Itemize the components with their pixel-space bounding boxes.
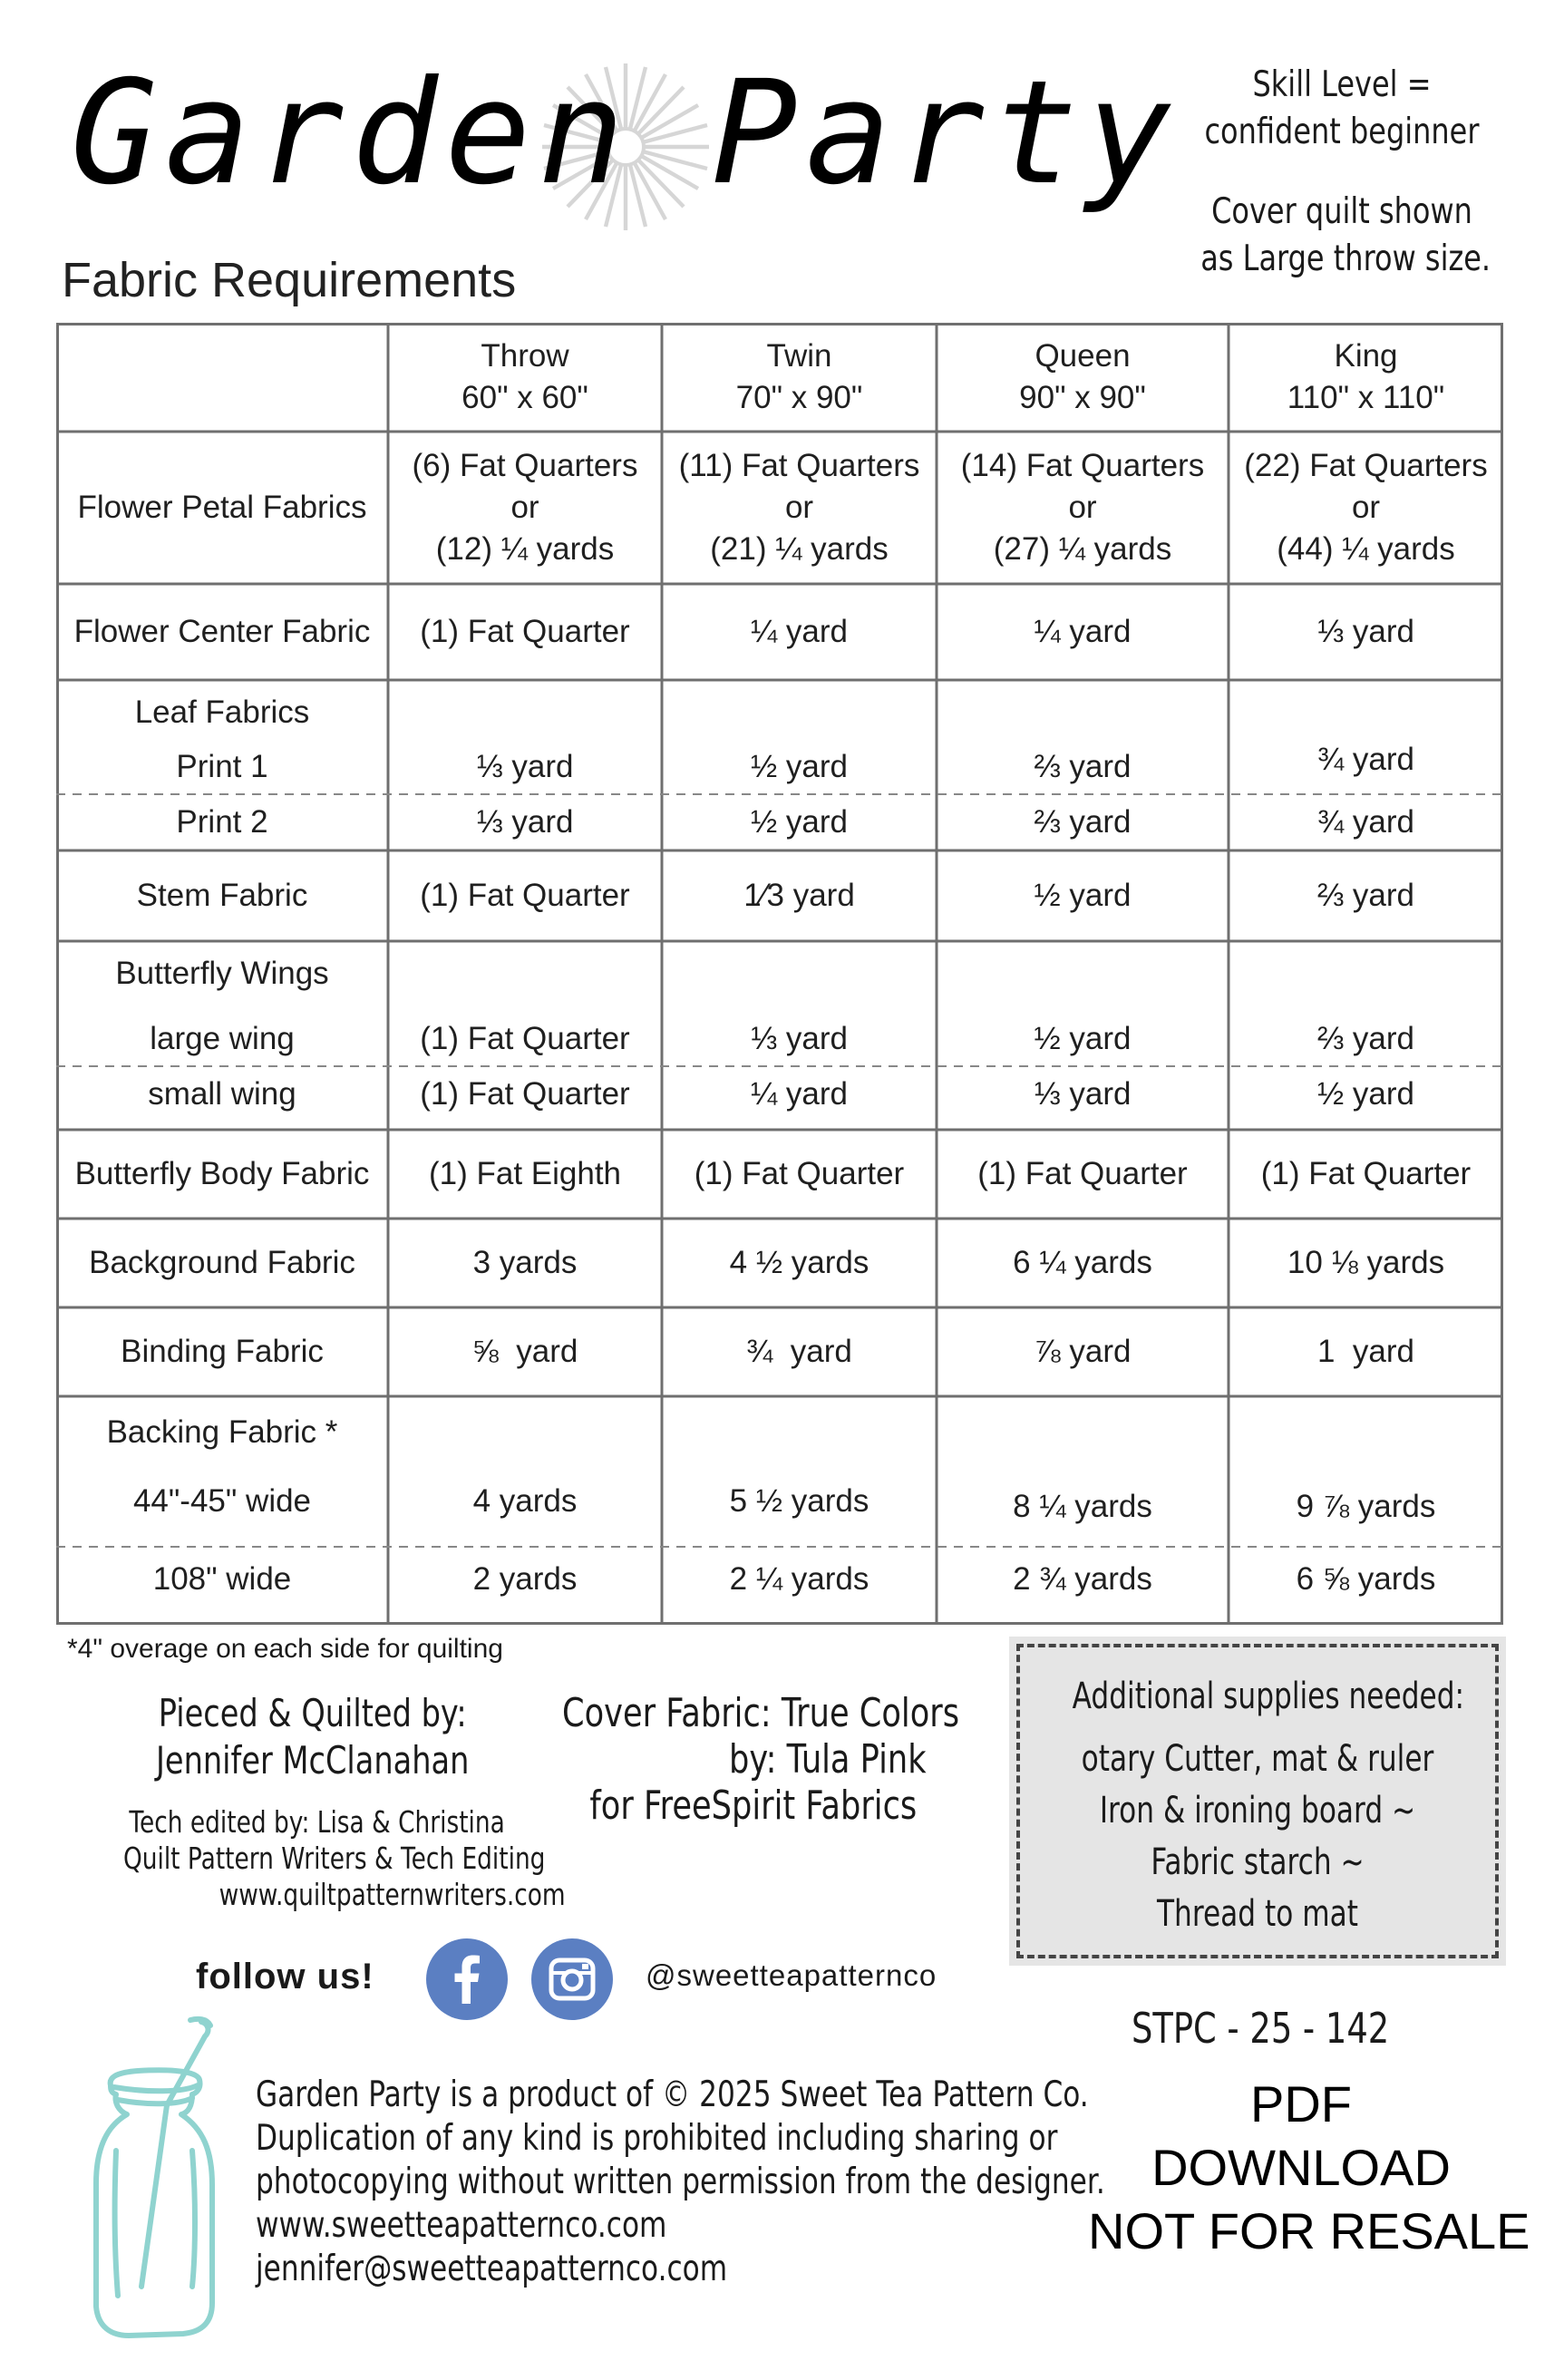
pieced-line-2: Jennifer McClanahan xyxy=(156,1738,470,1783)
wings-large-queen: ½ yard xyxy=(1034,1021,1132,1056)
wings-small-label: small wing xyxy=(148,1076,296,1112)
supply-item: otary Cutter, mat & ruler xyxy=(1081,1738,1434,1780)
backing-44-king: 9 ⅞ yards xyxy=(1296,1489,1436,1524)
body-king: (1) Fat Quarter xyxy=(1260,1156,1472,1191)
section-heading: Fabric Requirements xyxy=(62,253,517,307)
binding-king: 1 yard xyxy=(1317,1334,1414,1369)
copyright-notice xyxy=(256,2074,1105,2291)
size-header-twin xyxy=(662,323,937,432)
body-twin: (1) Fat Quarter xyxy=(694,1156,905,1191)
supply-item: Fabric starch ~ xyxy=(1151,1841,1365,1883)
tech-edited xyxy=(123,1804,566,1913)
background-throw: 3 yards xyxy=(472,1245,578,1280)
instagram-icon[interactable] xyxy=(531,1938,613,2020)
wings-small-queen: ⅓ yard xyxy=(1034,1076,1132,1112)
backing-44-queen: 8 ¼ yards xyxy=(1013,1489,1152,1524)
leaf-print1-label: Print 1 xyxy=(176,749,268,784)
cover-line-3: for FreeSpirit Fabrics xyxy=(589,1783,918,1829)
tech-website-link[interactable]: www.quiltpatternwriters.com xyxy=(219,1877,566,1912)
row-label-body: Butterfly Body Fabric xyxy=(74,1156,370,1191)
skill-note xyxy=(1200,62,1491,283)
pdf-line-3: NOT FOR RESALE xyxy=(1088,2202,1530,2259)
wings-small-king: ½ yard xyxy=(1317,1076,1414,1112)
backing-44-throw: 4 yards xyxy=(472,1483,578,1519)
row-label-leaf: Leaf Fabrics xyxy=(134,695,310,730)
row-label-center: Flower Center Fabric xyxy=(73,614,371,649)
petal-fq: (11) Fat Quarters xyxy=(678,448,920,483)
size-header-throw xyxy=(388,323,662,432)
backing-108-king: 6 ⅝ yards xyxy=(1296,1561,1436,1597)
backing-footnote: *4" overage on each side for quilting xyxy=(67,1634,503,1664)
petal-or: or xyxy=(1068,490,1097,525)
petal-queen xyxy=(937,432,1229,584)
leaf-print1-king: ¾ yard xyxy=(1317,742,1414,777)
row-label-backing: Backing Fabric * xyxy=(106,1414,338,1450)
size-dims: 60" x 60" xyxy=(461,380,588,415)
row-label-stem: Stem Fabric xyxy=(136,878,308,913)
center-twin: ¼ yard xyxy=(751,614,848,649)
backing-108-label: 108" wide xyxy=(152,1561,292,1597)
additional-supplies-box xyxy=(1009,1637,1506,1966)
backing-108-twin: 2 ¼ yards xyxy=(729,1561,869,1597)
center-throw: (1) Fat Quarter xyxy=(420,614,630,649)
supply-item: Thread to mat xyxy=(1156,1893,1358,1935)
size-dims: 90" x 90" xyxy=(1019,380,1146,415)
binding-queen: ⅞ yard xyxy=(1034,1334,1132,1369)
pdf-notice xyxy=(1088,2073,1530,2263)
petal-or: or xyxy=(510,490,539,525)
supplies-heading: Additional supplies needed: xyxy=(1072,1676,1465,1717)
title-word-party: Party xyxy=(711,50,1180,217)
binding-twin: ¾ yard xyxy=(746,1334,852,1369)
row-label-petal: Flower Petal Fabrics xyxy=(77,490,367,525)
row-label-background: Background Fabric xyxy=(89,1245,355,1280)
backing-108-queen: 2 ¾ yards xyxy=(1013,1561,1152,1597)
petal-yd: (27) ¼ yards xyxy=(993,531,1172,567)
petal-fq: (14) Fat Quarters xyxy=(960,448,1205,483)
follow-us-label: follow us! xyxy=(196,1957,374,1996)
website-link[interactable]: www.sweetteapatternco.com xyxy=(256,2205,667,2246)
copyright-line-2: Duplication of any kind is prohibited including sharing or xyxy=(256,2118,1058,2159)
leaf-print1-queen: ⅔ yard xyxy=(1034,749,1132,784)
size-header-king xyxy=(1229,323,1503,432)
body-throw: (1) Fat Eighth xyxy=(428,1156,622,1191)
stem-throw: (1) Fat Quarter xyxy=(420,878,630,913)
cover-size-line-1: Cover quilt shown xyxy=(1211,191,1472,232)
size-name: Queen xyxy=(1035,338,1131,374)
page-title xyxy=(71,50,1180,217)
size-name: Twin xyxy=(766,338,832,374)
size-name: Throw xyxy=(481,338,569,374)
size-header-queen xyxy=(937,323,1229,432)
leaf-print2-twin: ½ yard xyxy=(751,804,848,840)
center-queen: ¼ yard xyxy=(1034,614,1132,649)
social-handle[interactable]: @sweetteapatternco xyxy=(646,1958,937,1992)
cover-line-2: by: Tula Pink xyxy=(729,1736,927,1783)
stem-king: ⅔ yard xyxy=(1317,878,1414,913)
cover-line-1: Cover Fabric: True Colors xyxy=(562,1690,960,1736)
size-dims: 70" x 90" xyxy=(735,380,863,415)
copyright-line-3: photocopying without written permission from the designer. xyxy=(256,2161,1105,2202)
facebook-icon[interactable] xyxy=(426,1938,508,2020)
size-name: King xyxy=(1334,338,1398,374)
skill-line-2: confident beginner xyxy=(1204,112,1480,152)
tech-line-1: Tech edited by: Lisa & Christina xyxy=(129,1804,505,1840)
body-queen: (1) Fat Quarter xyxy=(977,1156,1188,1191)
backing-108-throw: 2 yards xyxy=(472,1561,578,1597)
size-dims: 110" x 110" xyxy=(1287,380,1445,415)
wings-large-throw: (1) Fat Quarter xyxy=(420,1021,630,1056)
petal-or: or xyxy=(1351,490,1381,525)
mason-jar-icon xyxy=(83,2015,228,2341)
fabric-requirements-table xyxy=(56,323,1503,1625)
backing-44-twin: 5 ½ yards xyxy=(729,1483,869,1519)
title-word-garden: Garden xyxy=(71,50,632,217)
pieced-by xyxy=(156,1690,469,1784)
binding-throw: ⅝ yard xyxy=(471,1334,578,1369)
center-king: ⅓ yard xyxy=(1317,614,1414,649)
background-twin: 4 ½ yards xyxy=(729,1245,869,1280)
tech-line-2: Quilt Pattern Writers & Tech Editing xyxy=(123,1841,546,1876)
supply-item: Iron & ironing board ~ xyxy=(1099,1790,1416,1831)
background-queen: 6 ¼ yards xyxy=(1013,1245,1152,1280)
pdf-line-1: PDF xyxy=(1250,2075,1352,2132)
petal-fq: (6) Fat Quarters xyxy=(412,448,638,483)
petal-twin xyxy=(662,432,937,584)
petal-yd: (44) ¼ yards xyxy=(1277,531,1455,567)
row-label-binding: Binding Fabric xyxy=(121,1334,324,1369)
product-code: STPC - 25 - 142 xyxy=(1132,2004,1390,2053)
leaf-print2-label: Print 2 xyxy=(176,804,268,840)
wings-large-king: ⅔ yard xyxy=(1317,1021,1414,1056)
cover-fabric-credit xyxy=(562,1690,959,1829)
leaf-print1-throw: ⅓ yard xyxy=(476,749,574,784)
leaf-print2-king: ¾ yard xyxy=(1317,804,1414,840)
pieced-line-1: Pieced & Quilted by: xyxy=(158,1691,467,1735)
wings-large-label: large wing xyxy=(150,1021,295,1056)
petal-or: or xyxy=(784,490,814,525)
petal-yd: (12) ¼ yards xyxy=(435,531,615,567)
pdf-line-2: DOWNLOAD xyxy=(1151,2139,1451,2196)
background-king: 10 ⅛ yards xyxy=(1287,1245,1445,1280)
petal-throw xyxy=(388,432,662,584)
petal-king xyxy=(1229,432,1503,584)
stem-queen: ½ yard xyxy=(1034,878,1132,913)
copyright-line-1: Garden Party is a product of © 2025 Sweet Tea Pattern Co. xyxy=(256,2074,1089,2115)
skill-line-1: Skill Level = xyxy=(1252,64,1432,105)
petal-yd: (21) ¼ yards xyxy=(710,531,889,567)
stem-twin: 1⁄3 yard xyxy=(743,878,855,913)
wings-large-twin: ⅓ yard xyxy=(751,1021,848,1056)
row-label-wings: Butterfly Wings xyxy=(115,956,329,991)
petal-fq: (22) Fat Quarters xyxy=(1244,448,1488,483)
leaf-print1-twin: ½ yard xyxy=(751,749,848,784)
leaf-print2-queen: ⅔ yard xyxy=(1034,804,1132,840)
wings-small-throw: (1) Fat Quarter xyxy=(420,1076,630,1112)
wings-small-twin: ¼ yard xyxy=(751,1076,848,1112)
backing-44-label: 44"-45" wide xyxy=(132,1483,312,1519)
leaf-print2-throw: ⅓ yard xyxy=(476,804,574,840)
cover-size-line-2: as Large throw size. xyxy=(1200,238,1491,279)
email-link[interactable]: jennifer@sweetteapatternco.com xyxy=(256,2249,728,2289)
